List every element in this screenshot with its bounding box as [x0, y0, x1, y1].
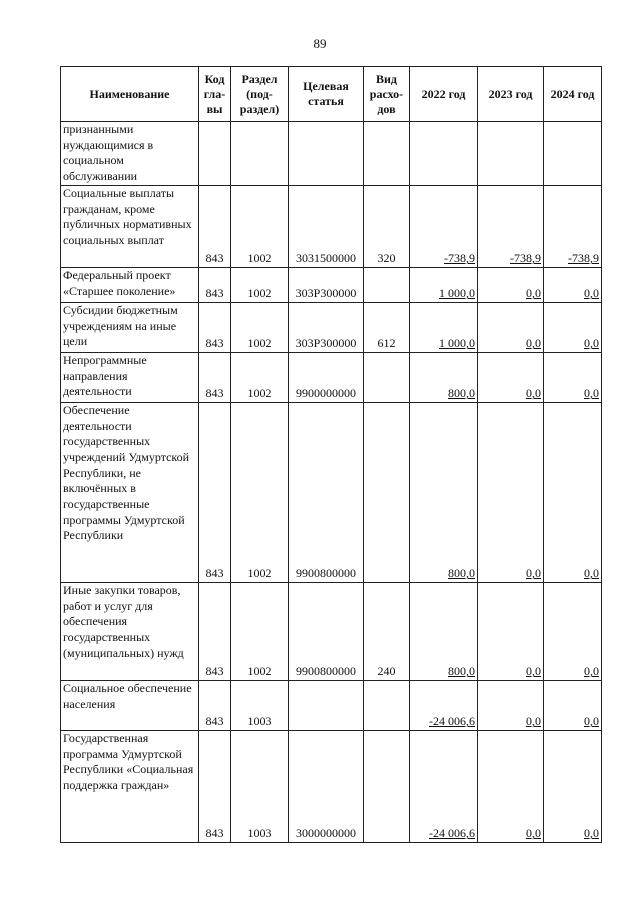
row-code [199, 122, 231, 186]
row-2024 [544, 122, 602, 186]
row-target: 9900000000 [289, 352, 364, 402]
header-section: Раздел (под-раздел) [231, 67, 289, 122]
row-kind [364, 122, 410, 186]
row-section: 1002 [231, 582, 289, 680]
row-2022: -738,9 [410, 185, 478, 267]
row-section: 1003 [231, 680, 289, 730]
row-2023: 0,0 [478, 680, 544, 730]
row-2023 [478, 122, 544, 186]
header-row [61, 67, 602, 122]
header-2023: 2023 год [478, 67, 544, 122]
row-kind: 240 [364, 582, 410, 680]
row-code: 843 [199, 730, 231, 842]
row-name: Федеральный проект «Старшее поколение» [61, 267, 199, 302]
row-target: 9900800000 [289, 582, 364, 680]
row-name: Обеспечение деятельности государственных учреждений Удмуртской Республики, не включённых в государственные программы Удмуртской Республики [61, 402, 199, 582]
row-2022: 800,0 [410, 352, 478, 402]
table-row [61, 302, 602, 352]
row-code: 843 [199, 267, 231, 302]
row-2024: 0,0 [544, 352, 602, 402]
row-2023: 0,0 [478, 730, 544, 842]
table-row [61, 582, 602, 680]
row-2023: 0,0 [478, 582, 544, 680]
budget-table [60, 66, 602, 843]
row-name: Непрограммные направления деятельности [61, 352, 199, 402]
row-code: 843 [199, 352, 231, 402]
row-name: Субсидии бюджетным учреждениям на иные цели [61, 302, 199, 352]
row-target: 303P300000 [289, 267, 364, 302]
row-target: 3000000000 [289, 730, 364, 842]
table-row [61, 680, 602, 730]
row-kind [364, 267, 410, 302]
row-2023: -738,9 [478, 185, 544, 267]
row-section: 1002 [231, 352, 289, 402]
row-2024: 0,0 [544, 402, 602, 582]
row-kind [364, 730, 410, 842]
table-row [61, 730, 602, 842]
row-name: Государственная программа Удмуртской Республики «Социальная поддержка граждан» [61, 730, 199, 842]
header-2024: 2024 год [544, 67, 602, 122]
row-section: 1002 [231, 402, 289, 582]
row-2023: 0,0 [478, 302, 544, 352]
row-section: 1002 [231, 185, 289, 267]
table-row [61, 352, 602, 402]
row-target [289, 680, 364, 730]
row-name: Социальное обеспечение населения [61, 680, 199, 730]
header-code: Код гла-вы [199, 67, 231, 122]
row-2024: 0,0 [544, 680, 602, 730]
table-row [61, 185, 602, 267]
row-section: 1002 [231, 267, 289, 302]
row-section: 1003 [231, 730, 289, 842]
row-2023: 0,0 [478, 267, 544, 302]
row-target [289, 122, 364, 186]
row-2024: 0,0 [544, 730, 602, 842]
row-2023: 0,0 [478, 402, 544, 582]
row-2022: 1 000,0 [410, 267, 478, 302]
row-2022 [410, 122, 478, 186]
row-target: 3031500000 [289, 185, 364, 267]
row-2022: 800,0 [410, 582, 478, 680]
row-code: 843 [199, 582, 231, 680]
header-2022: 2022 год [410, 67, 478, 122]
row-kind [364, 402, 410, 582]
table-row [61, 122, 602, 186]
row-kind [364, 352, 410, 402]
row-2024: 0,0 [544, 582, 602, 680]
page-number: 89 [313, 36, 327, 51]
row-code: 843 [199, 185, 231, 267]
table-row [61, 402, 602, 582]
row-code: 843 [199, 302, 231, 352]
row-name: признанными нуждающимися в социальном обслуживании [61, 122, 199, 186]
header-kind: Вид расхо-дов [364, 67, 410, 122]
row-kind: 612 [364, 302, 410, 352]
row-2022: -24 006,6 [410, 730, 478, 842]
row-2022: 800,0 [410, 402, 478, 582]
row-2023: 0,0 [478, 352, 544, 402]
row-2022: 1 000,0 [410, 302, 478, 352]
row-name: Иные закупки товаров, работ и услуг для обеспечения государственных (муниципальных) нужд [61, 582, 199, 680]
row-kind: 320 [364, 185, 410, 267]
row-name: Социальные выплаты гражданам, кроме публичных нормативных социальных выплат [61, 185, 199, 267]
row-2024: 0,0 [544, 267, 602, 302]
row-section [231, 122, 289, 186]
header-name: Наименование [61, 67, 199, 122]
row-2022: -24 006,6 [410, 680, 478, 730]
row-kind [364, 680, 410, 730]
row-code: 843 [199, 402, 231, 582]
row-section: 1002 [231, 302, 289, 352]
row-target: 9900800000 [289, 402, 364, 582]
table-row [61, 267, 602, 302]
row-target: 303P300000 [289, 302, 364, 352]
header-target: Целевая статья [289, 67, 364, 122]
row-2024: 0,0 [544, 302, 602, 352]
row-code: 843 [199, 680, 231, 730]
row-2024: -738,9 [544, 185, 602, 267]
